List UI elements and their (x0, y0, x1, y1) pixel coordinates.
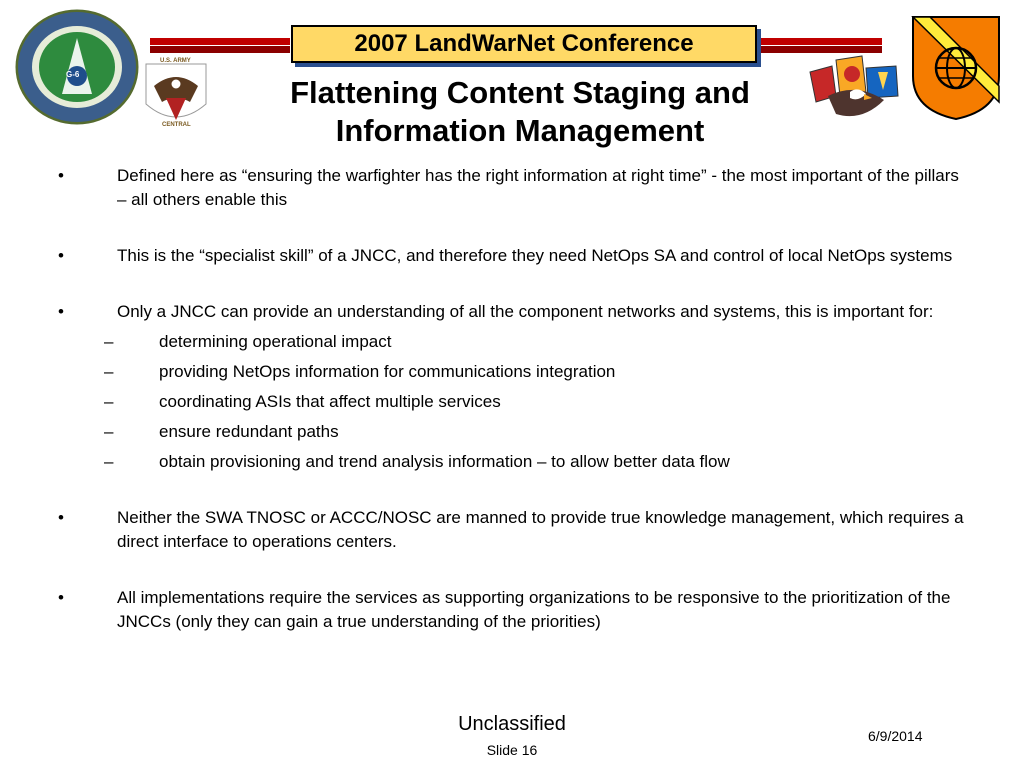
slide-title (220, 74, 820, 150)
sub-bullet-text: determining operational impact (159, 332, 392, 351)
conference-banner: 2007 LandWarNet Conference (291, 25, 757, 63)
sub-bullet-text: coordinating ASIs that affect multiple services (159, 392, 501, 411)
sub-bullet-item (0, 420, 1024, 444)
slide-date: 6/9/2014 (868, 728, 923, 744)
army-central-eagle-logo (136, 58, 216, 132)
dash-marker: – (104, 422, 114, 441)
bullet-text: All implementations require the services as supporting organizations to be responsive to the prioritization of the JNCCs (only they can gain a true understanding of the priorities) (117, 588, 951, 631)
bullet-marker: • (58, 302, 64, 321)
bullet-item (0, 164, 1024, 212)
header-band-right (760, 38, 882, 45)
bullet-marker: • (58, 588, 64, 607)
army-central-top-label: U.S. ARMY (160, 58, 191, 64)
classification-label: Unclassified (458, 713, 566, 735)
bullet-marker: • (58, 246, 64, 265)
sub-bullet-item (0, 360, 1024, 384)
sub-bullet-item (0, 450, 1024, 474)
header-band-left-lower (150, 46, 290, 53)
dash-marker: – (104, 452, 114, 471)
title-line-2: Information Management (335, 113, 705, 148)
bullet-text: Defined here as “ensuring the warfighter has the right information at right time” - the most important of the pillars – all others enable this (117, 166, 959, 209)
cio-center-label: G-6 (66, 70, 80, 79)
slide-number: Slide 16 (486, 742, 538, 758)
unit-patches-cluster-logo (806, 52, 910, 124)
bullet-item (0, 506, 1024, 554)
sub-bullet-text: providing NetOps information for communications integration (159, 362, 616, 381)
cio-g6-seal-logo (14, 8, 140, 126)
bullet-item (0, 300, 1024, 324)
army-central-bottom-label: CENTRAL (162, 122, 191, 128)
sub-bullet-text: obtain provisioning and trend analysis information – to allow better data flow (159, 452, 730, 471)
title-line-1: Flattening Content Staging and (290, 75, 750, 110)
bullet-item (0, 244, 1024, 268)
sub-bullet-item (0, 330, 1024, 354)
sub-bullet-text: ensure redundant paths (159, 422, 339, 441)
bullet-item (0, 586, 1024, 634)
bullet-marker: • (58, 166, 64, 185)
dash-marker: – (104, 332, 114, 351)
header-band-left (150, 38, 290, 45)
bullet-list (0, 164, 1024, 634)
bullet-text: Neither the SWA TNOSC or ACCC/NOSC are manned to provide true knowledge management, which requires a direct interface to operations centers. (117, 508, 964, 551)
bullet-marker: • (58, 508, 64, 527)
sub-bullet-item (0, 390, 1024, 414)
bullet-text: This is the “specialist skill” of a JNCC, and therefore they need NetOps SA and control of local NetOps systems (117, 246, 953, 265)
dash-marker: – (104, 392, 114, 411)
bullet-text: Only a JNCC can provide an understanding of all the component networks and systems, this is important for: (117, 302, 934, 321)
dash-marker: – (104, 362, 114, 381)
shield-globe-logo (910, 14, 1002, 122)
